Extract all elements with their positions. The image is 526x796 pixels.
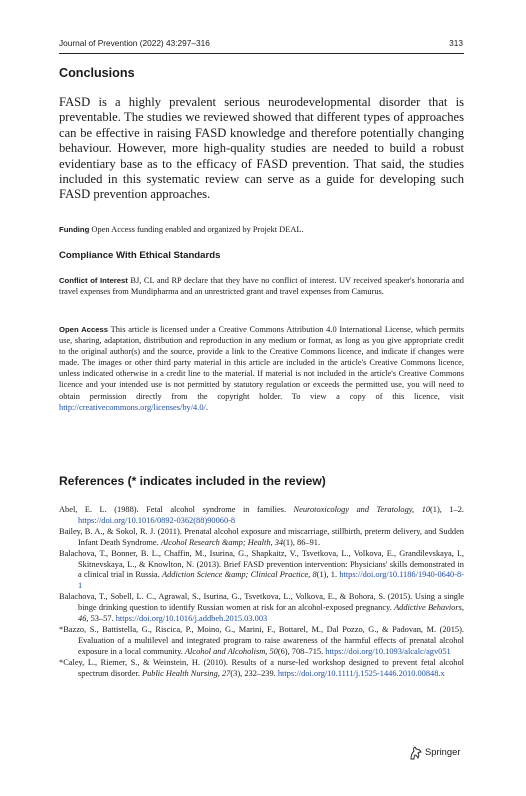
reference-item bbox=[59, 625, 464, 658]
conclusions-heading: Conclusions bbox=[59, 66, 135, 80]
ethics-heading: Compliance With Ethical Standards bbox=[59, 250, 221, 261]
reference-source: Alcohol and Alcoholism, 50 bbox=[184, 646, 278, 656]
publisher-name: Springer bbox=[425, 746, 461, 757]
reference-doi-link[interactable]: https://doi.org/10.1016/j.addbeh.2015.03.003 bbox=[115, 614, 268, 624]
page-number: 313 bbox=[449, 38, 463, 48]
reference-list bbox=[59, 505, 464, 680]
journal-citation: Journal of Prevention (2022) 43:297–316 bbox=[59, 38, 210, 48]
coi-text: BJ, CL and RP declare that they have no conflict of interest. UV received speaker's honoraria and travel expenses from Mundipharma and an unrestricted grant and travel expenses from Camurus. bbox=[59, 276, 464, 297]
header-rule bbox=[59, 53, 464, 54]
reference-item bbox=[59, 658, 464, 680]
reference-pages: (3), 232–239. bbox=[230, 668, 278, 678]
reference-text: Abel, E. L. (1988). Fetal alcohol syndrome in families. bbox=[59, 505, 294, 514]
open-access-end: . bbox=[205, 402, 208, 412]
reference-doi-link[interactable]: https://doi.org/10.1093/alcalc/agv051 bbox=[325, 646, 451, 656]
reference-item bbox=[59, 505, 464, 527]
publisher-logo bbox=[408, 744, 468, 764]
open-access-text: This article is licensed under a Creative Commons Attribution 4.0 International License, which permits use, sharing, adaptation, distribution and reproduction in any medium or format, as long as you give appropriate credit to the original author(s) and the source, provide a link to the Creative Commons licence, and indicate if changes were made. The images or other third party material in this article are included in the article's Creative Commons licence, unless indicated otherwise in a credit line to the material. If material is not included in the article's Creative Commons licence and your intended use is not permitted by statutory regulation or exceeds the permitted use, you will need to obtain permission directly from the copyright holder. To view a copy of this licence, visit bbox=[59, 325, 464, 401]
reference-source: Neurotoxicology and Teratology, 10 bbox=[293, 505, 431, 514]
open-access-label: Open Access bbox=[59, 325, 109, 334]
licence-link[interactable]: http://creativecommons.org/licenses/by/4.0/ bbox=[59, 402, 206, 412]
open-access-statement bbox=[59, 324, 464, 413]
reference-doi-link[interactable]: https://doi.org/10.1016/0892-0362(88)90060-8 bbox=[78, 515, 236, 525]
conclusions-paragraph: FASD is a highly prevalent serious neurodevelopmental disorder that is preventable. The studies we reviewed showed that different types of approaches can be effective in raising FASD knowledge and therefore potentially changing behaviour. However, more high-quality studies are needed to build a robust evidentiary base as to the efficacy of FASD prevention. That said, the studies included in this systematic review can serve as a guide for developing such FASD prevention approaches. bbox=[59, 95, 464, 202]
reference-source: Public Health Nursing, 27 bbox=[141, 668, 231, 678]
reference-pages: (1), 1–2. bbox=[430, 505, 465, 514]
springer-horse-icon bbox=[408, 745, 424, 761]
reference-text: Balachova, T., Sobell, L. C., Agrawal, S., Isurina, G., Tsvetkova, L., Volkova, E., & Bohora, S. (2015). Using a single binge drinking question to identify Russian women at risk for an alcohol-exposed pregnancy. bbox=[59, 592, 464, 613]
reference-doi-link[interactable]: https://doi.org/10.1186/1940-0640-8-1 bbox=[78, 570, 465, 591]
reference-pages: , 53–57. bbox=[86, 614, 116, 624]
conflict-of-interest-statement bbox=[59, 275, 464, 297]
funding-label: Funding bbox=[59, 225, 90, 234]
coi-label: Conflict of Interest bbox=[59, 276, 128, 285]
reference-text: *Caley, L., Riemer, S., & Weinstein, H. (2010). Results of a nurse-led workshop designed to prevent fetal alcohol spectrum disorder. bbox=[59, 657, 464, 678]
reference-source: Alcohol Research &amp; Health, 34 bbox=[160, 537, 284, 547]
reference-item bbox=[59, 527, 464, 549]
reference-pages: (1), 1. bbox=[316, 570, 340, 580]
funding-text: Open Access funding enabled and organized by Projekt DEAL. bbox=[91, 225, 304, 234]
reference-pages: (1), 86–91. bbox=[283, 537, 321, 547]
reference-source: Addictive Behaviors, 46 bbox=[78, 603, 464, 624]
reference-item bbox=[59, 592, 464, 625]
reference-doi-link[interactable]: https://doi.org/10.1111/j.1525-1446.2010.00848.x bbox=[277, 668, 445, 678]
reference-text: Bailey, B. A., & Sokol, R. J. (2011). Prenatal alcohol exposure and miscarriage, stillbirth, preterm delivery, and Sudden Infant Death Syndrome. bbox=[59, 526, 464, 547]
references-heading: References (* indicates included in the review) bbox=[59, 474, 326, 488]
reference-text: *Bazzo, S., Battistella, G., Riscica, P., Moino, G., Marini, F., Bottarel, M., Dal Pozzo, G., & Padovan, M. (2015). Evaluation of a multilevel and integrated program to raise awareness of the harmful effects of prenatal alcohol exposure in a local community. bbox=[59, 624, 464, 656]
reference-pages: (6), 708–715. bbox=[277, 646, 326, 656]
reference-source: Addiction Science &amp; Clinical Practice, 8 bbox=[162, 570, 317, 580]
reference-item bbox=[59, 549, 464, 593]
funding-statement bbox=[59, 224, 464, 235]
reference-text: Balachova, T., Bonner, B. L., Chaffin, M., Isurina, G., Shapkaitz, V., Tsvetkova, L., Volkova, E., Grandilevskaya, I., Skitnevskaya, L., & Knowlton, N. (2013). Brief FASD prevention intervention: Physicians' skills demonstrated in a clinical trial in Russia. bbox=[59, 548, 464, 580]
